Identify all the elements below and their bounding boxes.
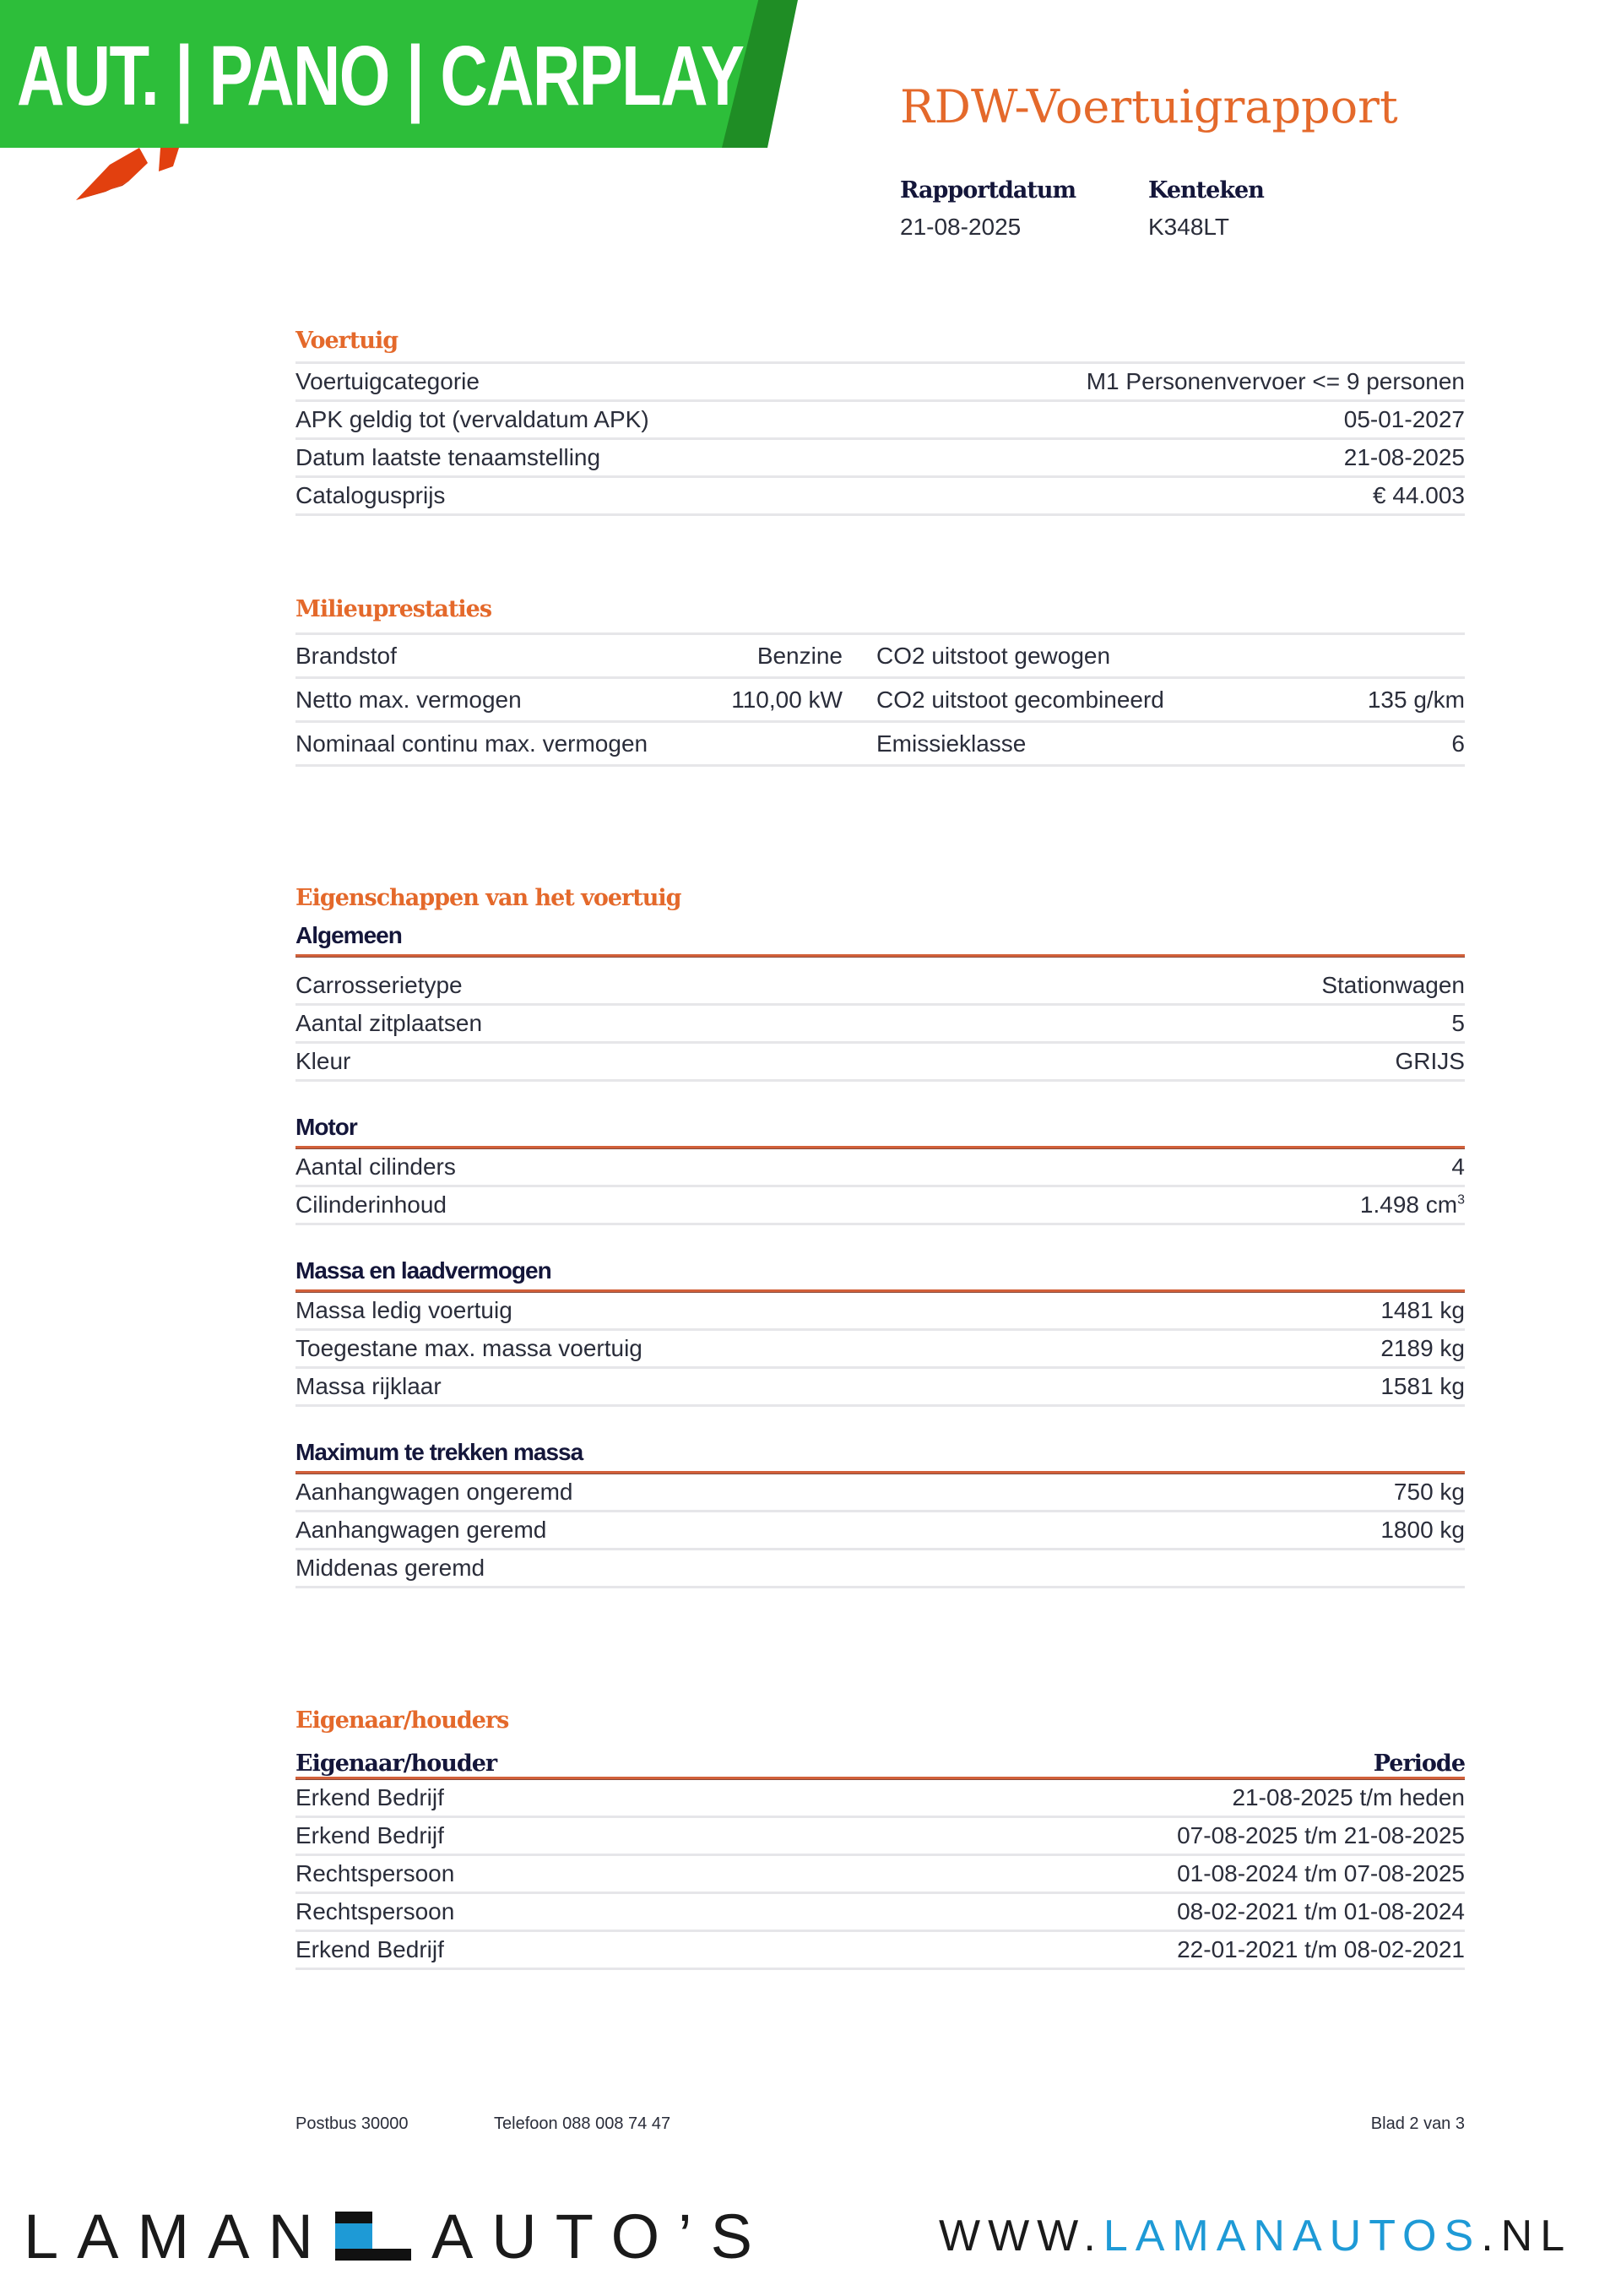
row-label: Carrosserietype (295, 972, 463, 998)
website-prefix: WWW. (939, 2212, 1103, 2261)
footer-phone: Telefoon 088 008 74 47 (494, 2114, 671, 2133)
subsection-title-motor: Motor (295, 1114, 357, 1140)
owner-period: 21-08-2025 t/m heden (1232, 1784, 1465, 1810)
row-value: 110,00 kW (731, 686, 843, 713)
section-eigenschappen (295, 885, 1465, 1588)
displacement-value: 1.498 cm (1359, 1191, 1458, 1218)
section-voertuig (295, 328, 1465, 516)
row-value: 2189 kg (1380, 1335, 1465, 1361)
row-label: Cilinderinhoud (295, 1191, 447, 1218)
row-value: € 44.003 (1373, 482, 1465, 508)
table-row (295, 1818, 1465, 1856)
table-row (295, 1512, 1465, 1550)
section-eigenaren (295, 1707, 1465, 1970)
table-row (295, 440, 1465, 478)
row-label: Middenas geremd (295, 1555, 485, 1581)
table-row (295, 1044, 1465, 1082)
report-date-block (900, 177, 1076, 241)
row-label: Toegestane max. massa voertuig (295, 1335, 642, 1361)
row-label: Emissieklasse (876, 730, 1027, 757)
table-row (295, 1293, 1465, 1331)
owner-type: Erkend Bedrijf (295, 1822, 444, 1848)
section-title-eigenschappen: Eigenschappen van het voertuig (295, 885, 681, 911)
dealer-logo (24, 2202, 771, 2270)
row-label: CO2 uitstoot gecombineerd (876, 686, 1164, 713)
row-label: Aantal cilinders (295, 1153, 456, 1180)
subsection-title-massa: Massa en laadvermogen (295, 1257, 551, 1284)
row-label: Aantal zitplaatsen (295, 1010, 483, 1036)
report-title: RDW-Voertuigrapport (900, 80, 1398, 133)
row-value: 05-01-2027 (1343, 406, 1465, 432)
table-row (295, 1369, 1465, 1407)
column-header-period: Periode (1373, 1750, 1465, 1777)
row-label: Voertuigcategorie (295, 368, 480, 394)
subsection-title-trekken: Maximum te trekken massa (295, 1439, 583, 1465)
owner-type: Erkend Bedrijf (295, 1936, 444, 1962)
table-row (295, 1856, 1465, 1894)
rdw-logo-flame-icon (76, 148, 228, 203)
dealer-website[interactable] (939, 2211, 1572, 2261)
row-value: Stationwagen (1321, 972, 1465, 998)
section-milieuprestaties (295, 596, 1465, 767)
row-label: APK geldig tot (vervaldatum APK) (295, 406, 649, 432)
section-title-eigenaren: Eigenaar/houders (295, 1707, 509, 1734)
row-value: 6 (1451, 730, 1465, 757)
row-label: Aanhangwagen geremd (295, 1517, 547, 1543)
table-row (295, 1780, 1465, 1818)
row-value: 1581 kg (1380, 1373, 1465, 1399)
dealer-logo-right: AUTO’S (431, 2201, 771, 2272)
table-row (295, 1894, 1465, 1932)
row-value: 1481 kg (1380, 1297, 1465, 1323)
dealer-logo-left: LAMAN (24, 2201, 332, 2272)
table-row (295, 1006, 1465, 1044)
table-row (295, 478, 1465, 516)
owner-table-header (295, 1745, 1465, 1777)
section-title-milieu: Milieuprestaties (295, 596, 492, 622)
table-row (295, 402, 1465, 440)
row-value: 5 (1451, 1010, 1465, 1036)
table-row (295, 679, 1465, 723)
table-row (295, 1149, 1465, 1187)
owner-period: 07-08-2025 t/m 21-08-2025 (1177, 1822, 1465, 1848)
table-row (295, 1474, 1465, 1512)
owner-type: Erkend Bedrijf (295, 1784, 444, 1810)
website-domain: LAMANAUTOS (1103, 2212, 1482, 2261)
owner-period: 08-02-2021 t/m 01-08-2024 (1177, 1898, 1465, 1924)
website-tld: .NL (1481, 2212, 1573, 2261)
table-row (295, 364, 1465, 402)
plate-block (1148, 177, 1264, 241)
promo-banner-text: AUT. | PANO | CARPLAY (17, 29, 744, 123)
row-value: Benzine (756, 642, 843, 669)
row-label: Aanhangwagen ongeremd (295, 1479, 573, 1505)
row-label: Brandstof (295, 642, 397, 669)
table-row (295, 1331, 1465, 1369)
subsection-title-algemeen: Algemeen (295, 922, 402, 948)
table-row (295, 1550, 1465, 1588)
row-label: Nominaal continu max. vermogen (295, 730, 648, 757)
row-value: 21-08-2025 (1343, 444, 1465, 470)
row-label: Catalogusprijs (295, 482, 446, 508)
row-label: Massa ledig voertuig (295, 1297, 512, 1323)
table-row (295, 1932, 1465, 1970)
divider (295, 954, 1465, 958)
table-row (295, 723, 1465, 767)
row-value (1360, 1191, 1465, 1219)
row-label: CO2 uitstoot gewogen (876, 642, 1111, 669)
table-row (295, 968, 1465, 1006)
table-row (295, 635, 1465, 679)
row-value: GRIJS (1395, 1048, 1465, 1074)
owner-period: 22-01-2021 t/m 08-02-2021 (1177, 1936, 1465, 1962)
row-label: Kleur (295, 1048, 351, 1074)
promo-banner (0, 0, 798, 148)
report-date-label: Rapportdatum (900, 177, 1076, 204)
row-value: 1800 kg (1380, 1517, 1465, 1543)
table-row (295, 1187, 1465, 1225)
footer-page-number: Blad 2 van 3 (1370, 2114, 1465, 2133)
footer-postbus: Postbus 30000 (295, 2114, 409, 2133)
column-header-owner: Eigenaar/houder (295, 1750, 497, 1777)
row-value: 750 kg (1393, 1479, 1465, 1505)
row-label: Datum laatste tenaamstelling (295, 444, 601, 470)
row-label: Massa rijklaar (295, 1373, 442, 1399)
footer-cut-off-line (295, 2152, 1465, 2162)
owner-type: Rechtspersoon (295, 1898, 455, 1924)
row-label: Netto max. vermogen (295, 686, 522, 713)
owner-period: 01-08-2024 t/m 07-08-2025 (1177, 1860, 1465, 1886)
report-date-value: 21-08-2025 (900, 214, 1022, 240)
plate-label: Kenteken (1148, 177, 1264, 204)
section-title-voertuig: Voertuig (295, 328, 398, 354)
dealer-logo-mark-icon (335, 2212, 411, 2261)
row-value: M1 Personenvervoer <= 9 personen (1086, 368, 1465, 394)
row-value: 135 g/km (1367, 686, 1465, 713)
owner-type: Rechtspersoon (295, 1860, 455, 1886)
document-footer (295, 2113, 1465, 2162)
row-value: 4 (1451, 1153, 1465, 1180)
plate-value: K348LT (1148, 214, 1229, 240)
unit-superscript: 3 (1457, 1192, 1465, 1208)
